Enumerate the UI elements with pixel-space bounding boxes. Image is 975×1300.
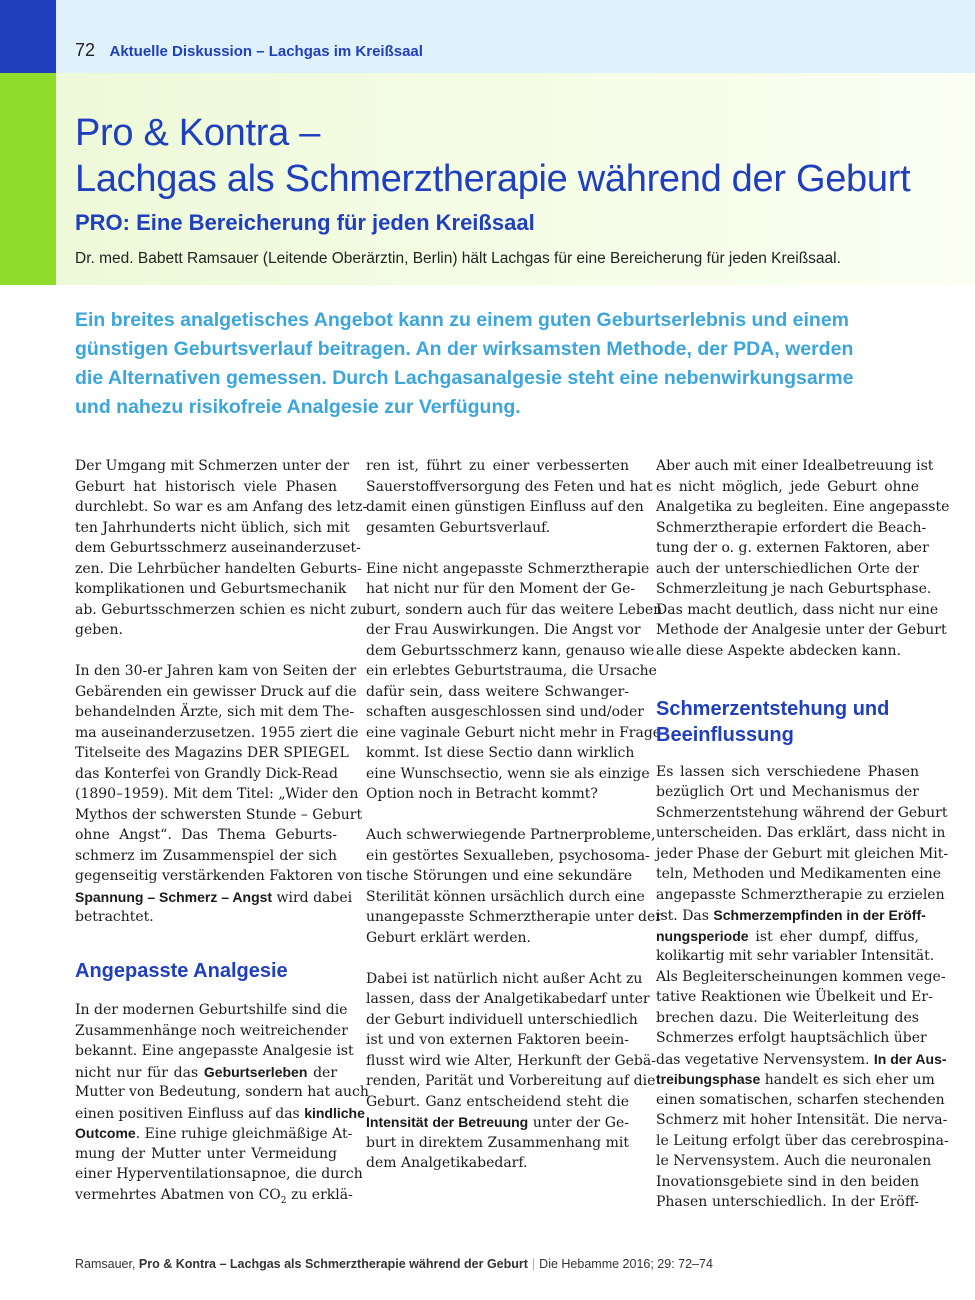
text-line: Outcome. Eine ruhige gleichmäßige At- (75, 1125, 353, 1142)
abstract-line: die Alternativen gemessen. Durch Lachgasanalgesie steht eine nebenwirkungsarme (75, 367, 854, 389)
text-line: In der modernen Geburtshilfe sind die (75, 1002, 348, 1018)
text-line: gesamten Geburtsverlauf. (366, 519, 551, 536)
text-line: ma auseinanderzusetzen. 1955 ziert die (75, 724, 359, 741)
text-line: angepasste Schmerztherapie zu erzielen (656, 886, 945, 903)
sidebar-color-block-blue (0, 0, 56, 73)
text-line: eine Wunschsectio, wenn sie als einzige (366, 765, 650, 782)
section-heading: Angepasste Analgesie (75, 960, 288, 982)
text-line: tative Reaktionen wie Übelkeit und Er- (656, 989, 933, 1005)
text-line: Zusammenhänge noch weitreichender (75, 1022, 348, 1039)
text-line: ist und von externen Faktoren beein- (366, 1032, 629, 1048)
bold-term: Outcome (75, 1125, 136, 1141)
bold-term: kindliche (304, 1104, 365, 1121)
text-line: vermehrtes Abatmen von $CO_2$ zu erklä- (75, 1186, 353, 1206)
abstract-line: und nahezu risikofreie Analgesie zur Verfügung. (75, 396, 521, 418)
text-line: ein gestörtes Sexualleben, psychosoma- (366, 847, 650, 864)
text-line: Sterilität können ursächlich durch eine (366, 888, 645, 905)
page-footer (75, 1257, 713, 1271)
bold-term: treibungsphase (656, 1071, 761, 1087)
text-line: In den 30-er Jahren kam von Seiten der (75, 663, 357, 679)
text-line: der Frau Auswirkungen. Die Angst vor (366, 622, 641, 638)
text-line: Schmerzleitung je nach Geburtsphase. (656, 581, 932, 597)
text-line: kolikartig mit sehr variabler Intensität. (656, 948, 935, 964)
text-line: Phasen unterschiedlich. In der Eröff- (656, 1194, 919, 1210)
text-line: Option noch in Betracht kommt? (366, 786, 598, 802)
text-line: Aber auch mit einer Idealbetreuung ist (656, 458, 934, 474)
text-line: ten Jahrhunderts nicht üblich, sich mit (75, 519, 350, 536)
text-line: einen somatischen, scharfen stechenden (656, 1091, 945, 1108)
text-line: damit einen günstigen Einfluss auf den (366, 499, 644, 515)
text-line: Gebärenden ein gewisser Druck auf die (75, 683, 357, 700)
section-title: Aktuelle Diskussion – Lachgas im Kreißsaal (109, 43, 423, 60)
text-line: bekannt. Eine angepasste Analgesie ist (75, 1043, 354, 1059)
text-line: ren ist, führt zu einer verbesserten (366, 458, 629, 474)
text-line: unterscheiden. Das erklärt, dass nicht in (656, 825, 946, 841)
text-line: teln, Methoden und Medikamenten eine (656, 866, 942, 882)
section-heading (656, 696, 919, 748)
text-line: betrachtet. (75, 909, 154, 925)
text-line: dem Analgetikabedarf. (366, 1155, 528, 1171)
text-line: lassen, dass der Analgetikabedarf unter (366, 991, 650, 1007)
article-title (75, 110, 955, 202)
footer-divider: | (531, 1257, 536, 1271)
text-line: Schmerz mit hoher Intensität. Die nerva- (656, 1112, 948, 1128)
text-line: brechen dazu. Die Weiterleitung des (656, 1009, 919, 1026)
text-line: nicht nur für das Geburtserleben der (75, 1063, 338, 1081)
header-band (56, 0, 975, 73)
text-line: mung der Mutter unter Vermeidung (75, 1145, 337, 1162)
text-line: renden, Parität und Vorbereitung auf die (366, 1073, 656, 1089)
text-line: Mutter von Bedeutung, sondern hat auch (75, 1084, 369, 1100)
bold-term: Intensität der Betreuung (366, 1114, 529, 1130)
text-line: tung der o. g. externen Faktoren, aber (656, 540, 929, 556)
text-line: Analgetika zu begleiten. Eine angepasste (656, 499, 950, 515)
text-line: Es lassen sich verschiedene Phasen (656, 763, 919, 780)
text-line: Mythos der schwersten Stunde – Geburt (75, 806, 363, 823)
text-line: dem Geburtsschmerz auseinanderzuset- (75, 540, 361, 556)
text-line: Methode der Analgesie unter der Geburt (656, 622, 947, 638)
heading-line: Schmerzentstehung und (656, 697, 890, 720)
text-line: zen. Die Lehrbücher handelten Geburts- (75, 560, 362, 577)
text-line: hat nicht nur für den Moment der Ge- (366, 581, 636, 597)
text-line: durchlebt. So war es am Anfang des letz- (75, 499, 368, 515)
text-line: eine vaginale Geburt nicht mehr in Frage (366, 724, 662, 741)
text-line: ist. Das Schmerzempfinden in der Eröff- (656, 907, 926, 924)
text-column-2 (366, 456, 663, 1174)
text-line: Sauerstoffversorgung des Feten und hat (366, 478, 653, 495)
text-line: Schmerzes erfolgt hauptsächlich über (656, 1030, 927, 1046)
text-line: Geburt hat historisch viele Phasen (75, 478, 337, 495)
page-number: 72 (75, 40, 96, 60)
text-line: burt, sondern auch für das weitere Leben (366, 601, 663, 618)
text-line: Inovationsgebiete sind in den beiden (656, 1173, 919, 1190)
text-line: jeder Phase der Geburt mit gleichen Mit- (656, 845, 949, 862)
article-byline: Dr. med. Babett Ramsauer (Leitende Oberärztin, Berlin) hält Lachgas für eine Bereicherung für jeden Kreißsaal. (75, 250, 841, 267)
text-line: ohne Angst“. Das Thema Geburts- (75, 827, 337, 843)
text-line: schaften ausgeschlossen sind und/oder (366, 704, 644, 720)
text-line: schmerz im Zusammenspiel der sich (75, 847, 337, 864)
footer-citation: Die Hebamme 2016; 29: 72–74 (539, 1257, 713, 1271)
text-line: unangepasste Schmerztherapie unter der (366, 909, 662, 925)
text-line: es nicht möglich, jede Geburt ohne (656, 478, 919, 495)
text-line: der Geburt individuell unterschiedlich (366, 1011, 638, 1028)
text-line: Geburt erklärt werden. (366, 929, 531, 946)
text-line: tische Störungen und eine sekundäre (366, 868, 633, 884)
text-line: Dabei ist natürlich nicht außer Acht zu (366, 970, 643, 987)
text-line: ab. Geburtsschmerzen schien es nicht zu (75, 601, 367, 618)
text-column-1 (75, 456, 369, 1206)
article-subtitle: PRO: Eine Bereicherung für jeden Kreißsaal (75, 210, 535, 235)
text-line: auch der unterschiedlichen Orte der (656, 560, 919, 577)
bold-term: Spannung – Schmerz – Angst (75, 888, 273, 905)
text-line: bezüglich Ort und Mechanismus der (656, 784, 919, 800)
text-line: komplikationen und Geburtsmechanik (75, 581, 347, 597)
text-line: das vegetative Nervensystem. In der Aus- (656, 1050, 947, 1068)
text-line: dafür sein, dass weitere Schwanger- (366, 683, 629, 700)
bold-term: nungsperiode (656, 927, 749, 944)
text-line: flusst wird wie Alter, Herkunft der Gebä- (366, 1052, 656, 1069)
title-line: Pro & Kontra – (75, 112, 321, 154)
text-line: gegenseitig verstärkenden Faktoren von (75, 868, 363, 884)
text-line: Als Begleiterscheinungen kommen vege- (656, 968, 946, 985)
text-line: Titelseite des Magazins DER SPIEGEL (75, 745, 349, 761)
abstract-line: günstigen Geburtsverlauf beitragen. An der wirksamsten Methode, der PDA, werden (75, 338, 854, 360)
text-line: Geburt. Ganz entscheidend steht die (366, 1093, 629, 1110)
footer-title: Pro & Kontra – Lachgas als Schmerztherapie während der Geburt (138, 1257, 528, 1271)
bold-term: Schmerzempfinden in der Eröff- (713, 907, 926, 923)
text-line: einer Hyperventilationsapnoe, die durch (75, 1166, 363, 1182)
text-line: ein erlebtes Geburtstrauma, die Ursache (366, 663, 657, 679)
text-line: Schmerztherapie erfordert die Beach- (656, 519, 927, 536)
text-line: kommt. Ist diese Sectio dann wirklich (366, 745, 635, 761)
abstract (75, 306, 935, 422)
text-line: Intensität der Betreuung unter der Ge- (366, 1114, 629, 1131)
text-line: Der Umgang mit Schmerzen unter der (75, 458, 350, 474)
running-head (75, 40, 423, 61)
text-line: behandelnden Ärzte, sich mit dem The- (75, 704, 355, 720)
text-line: Auch schwerwiegende Partnerprobleme, (366, 827, 656, 843)
text-line: geben. (75, 622, 123, 638)
text-line: burt in direktem Zusammenhang mit (366, 1134, 629, 1151)
text-line: dem Geburtsschmerz kann, genauso wie (366, 642, 655, 659)
text-line: le Leitung erfolgt über das cerebrospina- (656, 1132, 949, 1149)
text-line: Schmerzentstehung während der Geburt (656, 804, 948, 821)
text-line: Das macht deutlich, dass nicht nur eine (656, 601, 939, 618)
text-line: alle diese Aspekte abdecken kann. (656, 642, 902, 659)
text-line: nungsperiode ist eher dumpf, diffus, (656, 927, 919, 945)
text-line: le Nervensystem. Auch die neuronalen (656, 1153, 932, 1169)
text-line: Spannung – Schmerz – Angst wird dabei (75, 888, 353, 906)
text-column-3 (656, 456, 950, 1213)
text-line: treibungsphase handelt es sich eher um (656, 1071, 935, 1088)
text-line: einen positiven Einfluss auf das kindliche (75, 1104, 365, 1122)
title-line: Lachgas als Schmerztherapie während der Geburt (75, 158, 911, 200)
abstract-line: Ein breites analgetisches Angebot kann zu einem guten Geburtserlebnis und einem (75, 309, 850, 331)
text-line: das Konterfei von Grandly Dick-Read (75, 765, 338, 782)
footer-author: Ramsauer, (75, 1257, 139, 1271)
text-line: (1890–1959). Mit dem Titel: „Wider den (75, 786, 359, 802)
bold-term: In der Aus- (873, 1050, 947, 1067)
text-line: Eine nicht angepasste Schmerztherapie (366, 560, 650, 577)
heading-line: Beeinflussung (656, 723, 794, 746)
sidebar-color-block-green (0, 73, 56, 285)
bold-term: Geburtserleben (203, 1063, 308, 1080)
